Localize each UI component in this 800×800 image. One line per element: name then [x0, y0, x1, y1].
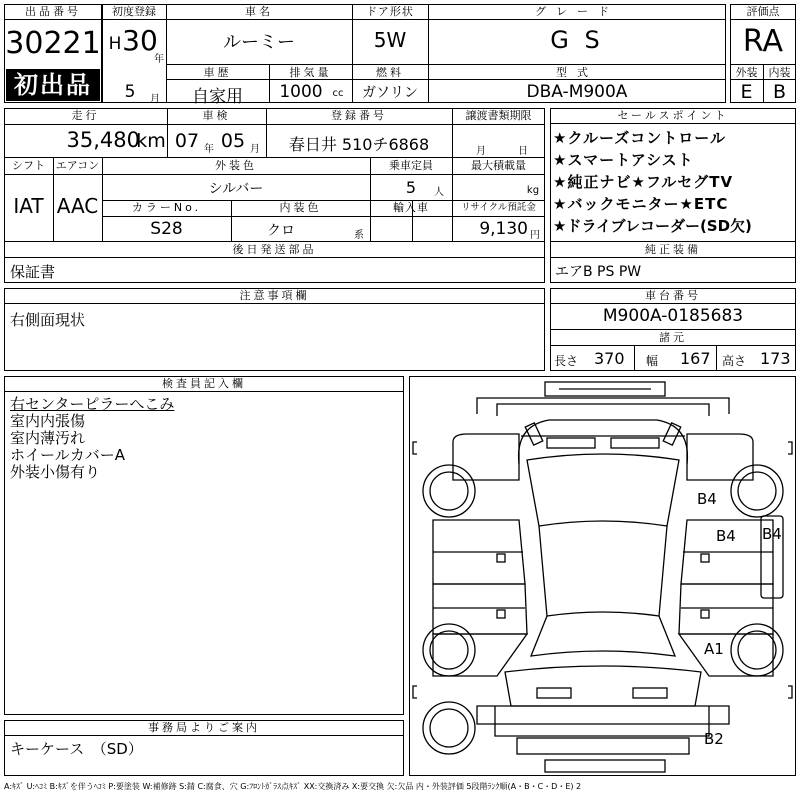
era-letter: H — [108, 34, 122, 54]
displacement-label: 排気量 — [289, 66, 332, 79]
damage-mark-b4-right-door: B4 — [716, 527, 736, 545]
fuel: ガソリン — [362, 85, 418, 101]
model: DBA-M900A — [526, 82, 628, 102]
width: 167 — [680, 349, 711, 368]
sales-point-1: ★クルーズコントロール — [553, 129, 726, 147]
height-label: 高さ — [722, 354, 747, 368]
exterior-grade: E — [740, 81, 753, 103]
interior-grade: B — [772, 81, 787, 103]
inspector-line-3: 室内薄汚れ — [10, 429, 86, 447]
damage-mark-b2: B2 — [704, 730, 724, 748]
transfer-day-unit: 日 — [518, 146, 528, 157]
width-label: 幅 — [646, 354, 659, 368]
int-color-label: 内装色 — [279, 201, 322, 214]
inspection-year-unit: 年 — [204, 144, 214, 155]
notes: 右側面現状 — [10, 311, 86, 329]
first-reg-label: 初度登録 — [112, 5, 156, 18]
damage-mark-a1: A1 — [704, 640, 724, 658]
displacement: 1000 — [279, 82, 323, 102]
int-color-unit: 系 — [354, 230, 364, 241]
plate-label: 登録番号 — [331, 109, 387, 122]
ext-color-label: 外装色 — [215, 159, 257, 172]
displacement-unit: cc — [332, 88, 344, 99]
score: RA — [742, 24, 784, 59]
inspection-month-unit: 月 — [250, 144, 260, 155]
car-diagram — [409, 376, 796, 776]
history-label: 車歴 — [203, 66, 232, 79]
inspection-month: 05 — [220, 130, 246, 152]
transfer-label: 譲渡書類期限 — [465, 109, 532, 122]
inspector-line-5: 外装小傷有り — [10, 463, 101, 481]
transfer-month-unit: 月 — [476, 146, 486, 157]
lot-label: 出品番号 — [4, 4, 102, 20]
int-color: クロ — [267, 223, 295, 239]
inspector-line-2: 室内内張傷 — [10, 412, 86, 430]
recycle-amount: 9,130 — [479, 219, 528, 239]
load-unit: kg — [526, 185, 540, 196]
score-label: 評価点 — [730, 4, 796, 20]
chassis-label: 車台番号 — [550, 288, 796, 304]
capacity: 5 — [405, 178, 417, 197]
header-section — [4, 4, 796, 107]
length: 370 — [594, 349, 625, 368]
ext-color: シルバー — [208, 181, 264, 197]
inspector-line-1: 右センターピラーへこみ — [10, 395, 175, 413]
recycle-label: リサイクル預託金 — [461, 202, 536, 213]
recycle-unit: 円 — [530, 230, 540, 241]
shift: IAT — [13, 194, 44, 218]
length-label: 長さ — [554, 354, 579, 368]
equipment-label: 純正装備 — [645, 243, 701, 256]
inspection-year: 07 — [174, 130, 200, 152]
car-name: ルーミー — [223, 32, 295, 53]
car-name-label: 車名 — [245, 5, 273, 18]
sales-point-4: ★バックモニター★ETC — [553, 195, 729, 213]
first-listing-label: 初出品 — [14, 71, 92, 99]
office-note: キーケース （SD） — [10, 740, 143, 758]
notes-label: 注意事項欄 — [4, 288, 545, 304]
first-reg-month: 5 — [124, 82, 136, 102]
legend: A:ｷｽﾞ U:ﾍｺﾐ B:ｷｽﾞを伴うﾍｺﾐ P:要塗装 W:補修跡 S:錆 C:腐食、穴 G:ﾌﾛﾝﾄｶﾞﾗｽ点ｷｽﾞ XX:交換済み X:要交換 欠:欠品 内・外装評価 5段階ﾗﾝｸ順(A・B・C・D・E) 2 — [4, 782, 582, 791]
load-label: 最大積載量 — [471, 159, 526, 172]
height: 173 — [760, 349, 791, 368]
capacity-unit: 人 — [434, 187, 444, 198]
office-label: 事務局よりご案内 — [4, 720, 404, 736]
shift-label: シフト — [12, 159, 45, 172]
first-reg-year: 30 — [122, 24, 158, 57]
equipment: エアB PS PW — [555, 264, 642, 280]
inspection-label: 車検 — [202, 109, 231, 122]
exterior-label: 外装 — [735, 66, 758, 79]
mileage-unit: km — [136, 130, 166, 152]
inspector-label: 検査員記入欄 — [4, 376, 404, 392]
sales-point-5: ★ドライブレコーダー(SD欠) — [553, 217, 752, 235]
fuel-label: 燃料 — [376, 66, 404, 79]
ac: AAC — [56, 194, 99, 218]
sales-point-3: ★純正ナビ★フルセグTV — [553, 173, 734, 191]
later-parts: 保証書 — [10, 263, 56, 281]
mileage: 35,480 — [66, 128, 140, 152]
door-type: 5W — [373, 28, 407, 52]
damage-mark-b4-right-upper: B4 — [697, 490, 717, 508]
grade: G S — [550, 26, 604, 54]
later-parts-label: 後日発送部品 — [232, 243, 317, 256]
colorno-label: カラーNo. — [131, 201, 202, 214]
specs-label: 諸元 — [550, 330, 796, 346]
year-unit: 年 — [154, 54, 164, 65]
import-label: 輸入車 — [393, 201, 429, 214]
colorno: S28 — [150, 219, 183, 239]
grade-label: グレード — [535, 5, 619, 18]
history: 自家用 — [192, 87, 243, 107]
sales-points-label: セールスポイント — [550, 108, 796, 124]
door-label: ドア形状 — [366, 5, 414, 18]
lot-number: 30221 — [5, 26, 101, 61]
interior-label: 内装 — [768, 66, 791, 79]
sales-point-2: ★スマートアシスト — [553, 151, 694, 169]
month-unit: 月 — [150, 94, 160, 105]
ac-label: エアコン — [55, 159, 100, 172]
inspector-line-4: ホイールカバーA — [10, 446, 125, 464]
mileage-label: 走行 — [71, 109, 100, 122]
capacity-label: 乗車定員 — [389, 159, 433, 172]
model-label: 型式 — [556, 66, 598, 79]
chassis-number: M900A-0185683 — [602, 306, 744, 326]
damage-mark-b4-mirror: B4 — [762, 525, 782, 543]
plate: 春日井 510チ6868 — [288, 135, 430, 154]
